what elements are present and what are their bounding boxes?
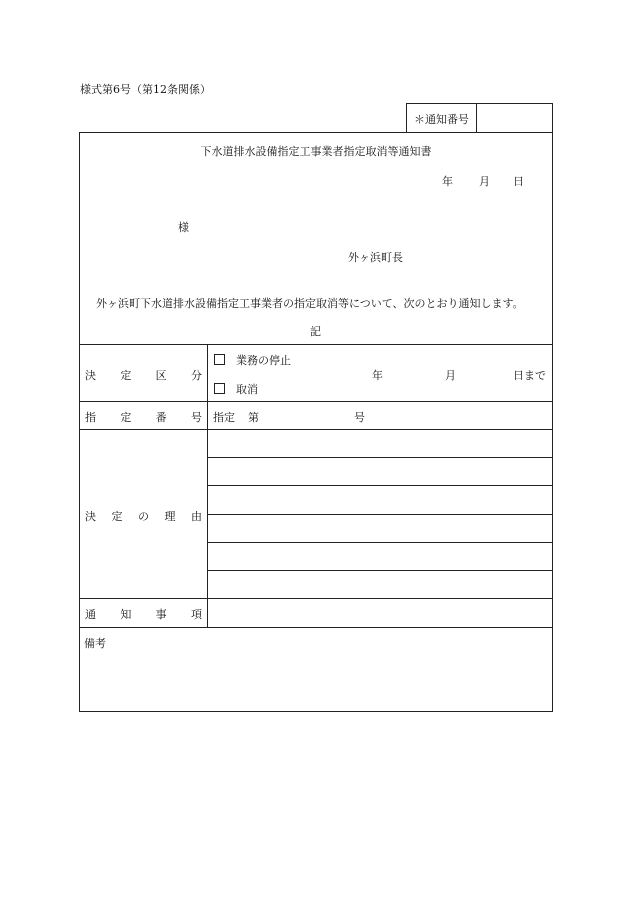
reason-line-1[interactable] [210, 432, 550, 454]
addressee-suffix: 様 [178, 221, 189, 234]
designation-dai: 第 [248, 411, 259, 424]
designation-prefix: 指定 [213, 411, 235, 424]
reason-line-6[interactable] [210, 573, 550, 595]
ki-label: 記 [310, 325, 321, 338]
reason-line-4[interactable] [210, 517, 550, 539]
notice-items-field[interactable] [210, 602, 550, 624]
decision-type-label: 決 定 区 分 [85, 369, 202, 382]
reason-line-3[interactable] [210, 488, 550, 510]
notice-number-label: ＊通知番号 [414, 113, 469, 126]
option-cancel[interactable] [214, 381, 258, 397]
form-number-label: 様式第6号（第12条関係） [80, 83, 211, 96]
date-month: 月 [479, 175, 490, 188]
body-text: 外ヶ浜町下水道排水設備指定工事業者の指定取消等について、次のとおり通知します。 [96, 297, 524, 310]
date-day: 日 [513, 175, 524, 188]
cancel-checkbox[interactable] [214, 383, 225, 394]
remarks-field[interactable] [84, 654, 548, 706]
option-suspend[interactable] [214, 352, 291, 368]
addressee-field[interactable] [120, 212, 176, 228]
reason-label: 決 定 の 理 由 [85, 510, 202, 523]
until-month: 月 [445, 369, 456, 382]
reason-line-5[interactable] [210, 545, 550, 567]
sender-name: 外ヶ浜町長 [348, 251, 403, 264]
designation-go: 号 [354, 411, 365, 424]
until-day: 日まで [513, 369, 546, 382]
until-year: 年 [372, 369, 383, 382]
designation-number-label: 指 定 番 号 [85, 411, 202, 424]
option-suspend-label: 業務の停止 [236, 354, 291, 367]
notice-items-label: 通 知 事 項 [85, 608, 202, 621]
form-title: 下水道排水設備指定工事業者指定取消等通知書 [200, 145, 432, 158]
option-cancel-label: 取消 [236, 383, 258, 396]
notice-number-field[interactable] [482, 111, 548, 127]
date-year: 年 [442, 175, 453, 188]
suspend-checkbox[interactable] [214, 354, 225, 365]
designation-number-field[interactable] [262, 405, 350, 425]
reason-line-2[interactable] [210, 460, 550, 482]
remarks-label: 備考 [84, 637, 106, 650]
